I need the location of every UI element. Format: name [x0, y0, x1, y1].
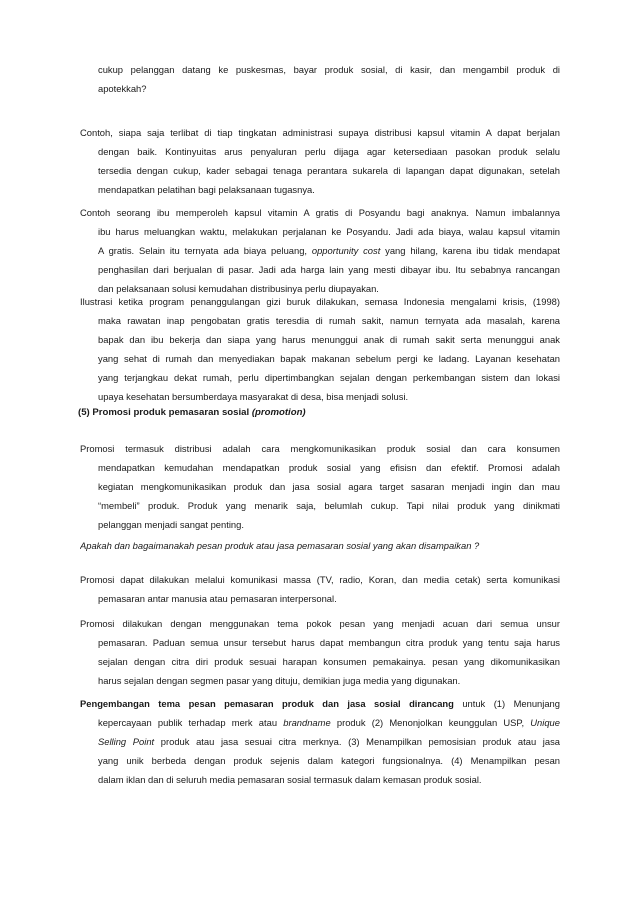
- text-line: pemasaran antar manusia atau pemasaran interpersonal.: [98, 593, 337, 604]
- text-line: kegiatan mengkomunikasikan produk dan jasa sosial agara target sasaran menjadi ingin dan mau: [98, 481, 560, 492]
- paragraph-continuation: [80, 60, 560, 98]
- bold-run: Pengembangan tema pesan pemasaran produk dan jasa sosial dirancang: [80, 698, 454, 709]
- text-line: Promosi termasuk distribusi adalah cara mengkomunikasikan produk sosial dan cara konsumen: [80, 443, 560, 454]
- text-run: kepercayaan publik terhadap merk atau: [98, 717, 284, 728]
- paragraph-promotion-channels: [80, 570, 560, 608]
- text-line: yang terjangkau dekat rumah, perlu dipertimbangkan sejalan dengan perkembangan sistem dan lokasi: [98, 372, 560, 383]
- heading-emphasis: (promotion): [251, 407, 306, 418]
- text-run: untuk (1) Menunjang: [453, 698, 560, 709]
- text-line: dan pelaksanaan solusi kemudahan distribusinya perlu diupayakan.: [98, 283, 379, 294]
- paragraph-distribution-example: [80, 123, 560, 199]
- text-line: Contoh seorang ibu memperoleh kapsul vitamin A gratis di Posyandu bagi anaknya. Namun imbalannya: [80, 207, 560, 218]
- text-line: [80, 241, 560, 260]
- text-line: [80, 732, 560, 751]
- question-line: [80, 536, 560, 555]
- text-line: yang sehat di rumah dan menyediakan bapak makanan sebelum pergi ke ladang. Layanan kesehatan: [98, 353, 560, 364]
- text-line: ibu harus meluangkan waktu, melakukan perjalanan ke Posyandu. Jadi ada biaya, walau kapsul vitamin: [98, 226, 560, 237]
- text-run: yang hilang, karena ibu tidak mendapat: [380, 245, 560, 256]
- emphasis-unique: Unique: [530, 717, 560, 728]
- text-line: mendapatkan pelatihan bagi pelaksanaan tugasnya.: [98, 184, 315, 195]
- text-line: maka rawatan inap pengobatan gratis teresdia di rumah sakit, namun ternyata ada masalah, karena: [98, 315, 560, 326]
- section-heading-promotion: [78, 407, 306, 418]
- emphasis-selling-point: Selling Point: [98, 736, 155, 747]
- text-line: sejalan dengan citra diri produk sesuai harapan konsumen pemakainya. pesan yang dikomunikasikan: [98, 656, 560, 667]
- text-line: “membeli” produk. Produk yang menarik saja, belumlah cukup. Tapi nilai produk yang dinikmati: [98, 500, 560, 511]
- text-line: cukup pelanggan datang ke puskesmas, bayar produk sosial, di kasir, dan mengambil produk di: [98, 64, 560, 75]
- text-line: tersedia dengan cukup, kader sebagai tenaga perantara sukarela di lapangan dapat digunakan, setelah: [98, 165, 560, 176]
- text-run: produk (2) Menonjolkan keunggulan USP,: [330, 717, 531, 728]
- text-run: produk atau jasa sesuai citra merknya. (3) Menampilkan pemosisian produk atau jasa: [154, 736, 560, 747]
- text-line: penghasilan dari berjualan di pasar. Jadi ada harga lain yang mesti dibayar ibu. Itu sebabnya rancangan: [98, 264, 560, 275]
- text-line: Promosi dilakukan dengan menggunakan tema pokok pesan yang menjadi acuan dari semua unsur: [80, 618, 560, 629]
- emphasis-opportunity-cost: opportunity cost: [311, 245, 381, 256]
- paragraph-vitamin-example: [80, 203, 560, 298]
- text-line: Ilustrasi ketika program penanggulangan gizi buruk dilakukan, semasa Indonesia mengalami krisis, (1998): [80, 296, 560, 307]
- text-line: bapak dan ibu bekerja dan siapa yang harus menunggui anak di rumah sakit serta menunggui anak: [98, 334, 560, 345]
- text-line: Promosi dapat dilakukan melalui komunikasi massa (TV, radio, Koran, dan media cetak) serta komunikasi: [80, 574, 560, 585]
- paragraph-promotion-theme: [80, 614, 560, 690]
- paragraph-illustration: [80, 292, 560, 406]
- text-line: pelanggan menjadi sangat penting.: [98, 519, 244, 530]
- text-line: Contoh, siapa saja terlibat di tiap tingkatan administrasi supaya distribusi kapsul vitamin A dapat berjalan: [80, 127, 560, 138]
- text-line: yang unik berbeda dengan produk sejenis dalam kategori fungsionalnya. (4) Menampilkan pesan: [98, 755, 560, 766]
- text-line: dengan baik. Kontinyuitas arus penyaluran perlu dijaga agar ketersediaan pasokan produk selalu: [98, 146, 560, 157]
- text-line: upaya kesehatan bersumberdaya masyarakat di desa, bisa menjadi solusi.: [98, 391, 409, 402]
- text-line: mendapatkan kemudahan mendapatkan produk sosial yang efisisn dan efektif. Promosi adalah: [98, 462, 560, 473]
- text-line: harus sejalan dengan segmen pasar yang dituju, demikian juga media yang digunakan.: [98, 675, 461, 686]
- text-line: dalam iklan dan di seluruh media pemasaran sosial termasuk dalam kemasan produk sosial.: [98, 774, 482, 785]
- emphasis-brandname: brandname: [283, 717, 331, 728]
- heading-text: (5) Promosi produk pemasaran sosial: [78, 407, 252, 418]
- text-line: apotekkah?: [98, 83, 147, 94]
- text-line: [80, 713, 560, 732]
- question-text: Apakah dan bagaimanakah pesan produk atau jasa pemasaran sosial yang akan disampaikan ?: [80, 540, 480, 551]
- paragraph-theme-development: [80, 694, 560, 789]
- text-line: pemasaran. Paduan semua unsur tersebut harus dapat membangun citra produk yang tentu saja harus: [98, 637, 560, 648]
- text-line: [80, 694, 560, 713]
- text-run: A gratis. Selain itu ternyata ada biaya peluang,: [98, 245, 312, 256]
- paragraph-promotion-definition: [80, 439, 560, 534]
